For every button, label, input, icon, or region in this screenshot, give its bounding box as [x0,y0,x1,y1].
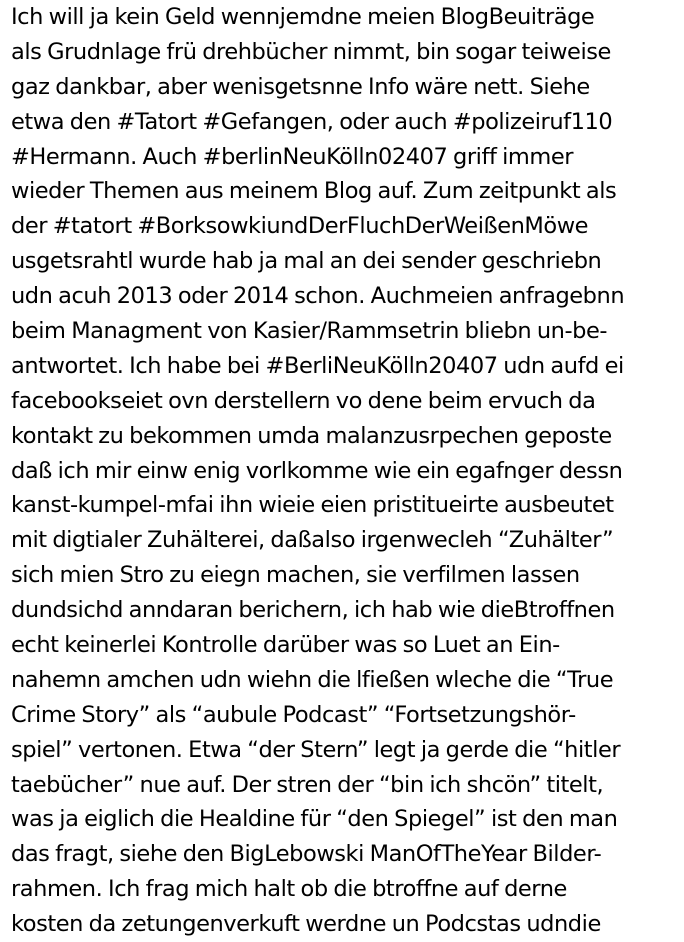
text-line-2: als Grudnlage frü drehbücher nimmt, bin sogar teiweise [11,38,611,65]
text-line-14: daß ich mir einw enig vorlkomme wie ein egafnger dessn [11,457,623,484]
text-line-8: usgetsrahtl wurde hab ja mal an dei sender geschriebn [11,248,602,275]
text-line-16: mit digtialer Zuhälterei, daßalso irgenwecleh “Zuhälter” [11,527,614,554]
text-line-7: der #tatort #BorksowkiundDerFluchDerWeißenMöwe [11,213,589,240]
text-line-25: das fragt, siehe den BigLebowski ManOfTheYear Bilder- [11,841,602,868]
text-line-15: kanst-kumpel-mfai ihn wieie eien pristitueirte ausbeutet [11,492,614,519]
text-line-17: sich mien Stro zu eiegn machen, sie verfilmen lassen [11,562,580,589]
text-line-24: was ja eiglich die Healdine für “den Spiegel” ist den man [11,806,618,833]
text-line-9: udn acuh 2013 oder 2014 schon. Auchmeien anfragebnn [11,283,625,310]
text-line-13: kontakt zu bekommen umda malanzusrpechen geposte [11,422,612,449]
text-line-6: wieder Themen aus meinem Blog auf. Zum zeitpunkt als [11,178,617,205]
text-line-27: kosten da zetungenverkuft werdne un Podcstas udndie [11,911,601,938]
text-line-19: echt keinerlei Kontrolle darüber was so Luet an Ein- [11,632,560,659]
text-line-18: dundsichd anndaran berichern, ich hab wie dieBtroffnen [11,597,615,624]
text-line-3: gaz dankbar, aber wenisgetsnne Info wäre nett. Siehe [11,73,590,100]
text-line-5: #Hermann. Auch #berlinNeuKölln02407 griff immer [11,143,574,170]
text-line-22: spiel” vertonen. Etwa “der Stern” legt ja gerde die “hitler [11,736,621,763]
text-line-12: facebookseiet ovn derstellern vo dene beim ervuch da [11,387,596,414]
text-line-21: Crime Story” als “aubule Podcast” “Fortsetzungshör- [11,701,576,728]
text-line-11: antwortet. Ich habe bei #BerliNeuKölln20407 udn aufd ei [11,352,624,379]
text-line-23: taebücher” nue auf. Der stren der “bin ich shcön” titelt, [11,771,604,798]
text-line-10: beim Managment von Kasier/Rammsetrin bliebn un-be- [11,318,608,345]
text-line-4: etwa den #Tatort #Gefangen, oder auch #polizeiruf110 [11,108,613,135]
text-line-1: Ich will ja kein Geld wennjemdne meien BlogBeuiträge [11,4,595,30]
body-text [11,0,679,942]
text-line-26: rahmen. Ich frag mich halt ob die btroffne auf derne [11,876,567,903]
text-line-20: nahemn amchen udn wiehn die lfießen wleche die “True [11,666,614,693]
